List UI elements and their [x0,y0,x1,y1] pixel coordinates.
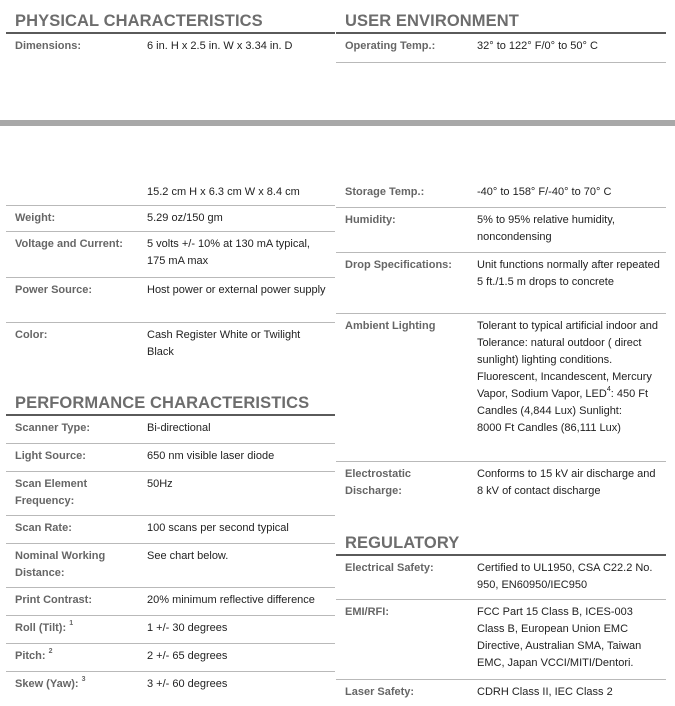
section-divider [0,120,675,126]
dimensions-in-value: 6 in. H x 2.5 in. W x 3.34 in. D [147,40,293,52]
perf-label [15,620,133,637]
voltage-label: Voltage and Current: [15,238,123,250]
laser-label: Laser Safety: [345,686,415,698]
perf-row [6,672,335,700]
physical-title: PHYSICAL CHARACTERISTICS [6,8,335,34]
environment-title: USER ENVIRONMENT [336,8,666,34]
ambient-value [477,318,660,437]
perf-label [15,648,133,665]
perf-value: Bi-directional [147,422,211,434]
storage-label: Storage Temp.: [345,186,425,198]
performance-title: PERFORMANCE CHARACTERISTICS [6,390,335,416]
humidity-label: Humidity: [345,214,396,226]
op-temp-value: 32° to 122° F/0° to 50° C [477,40,598,52]
color-value: Cash Register White or Twilight Black [147,329,301,358]
dimensions-cm-value: 15.2 cm H x 6.3 cm W x 8.4 cm [147,186,300,198]
color-label: Color: [15,329,48,341]
perf-row [6,416,335,444]
dimensions-label: Dimensions: [15,40,82,52]
footnote-mark: 4 [606,386,611,394]
perf-label: Nominal Working Distance: [15,550,106,579]
op-temp-row [336,34,666,63]
perf-row [6,644,335,672]
perf-row [6,616,335,644]
footnote-mark: 3 [81,676,86,684]
weight-label: Weight: [15,212,56,224]
perf-row [6,516,335,544]
perf-value: 20% minimum reflective difference [147,594,315,606]
perf-value: 100 scans per second typical [147,522,289,534]
dimensions-cm-row [6,180,335,206]
ambient-text-2: : 450 Ft Candles (4,844 Lux) Sunlight: [477,388,649,417]
emi-label: EMI/RFI: [345,606,389,618]
storage-value: -40° to 158° F/-40° to 70° C [477,186,612,198]
perf-value: See chart below. [147,550,229,562]
perf-label [15,676,133,693]
esd-label: Electrostatic Discharge: [345,468,412,497]
weight-value: 5.29 oz/150 gm [147,212,223,224]
power-label: Power Source: [15,284,93,296]
perf-label-text: Pitch: [15,650,46,662]
drop-row [336,253,666,314]
footnote-mark: 2 [48,648,53,656]
perf-label-text: Roll (Tilt): [15,622,67,634]
perf-row [6,544,335,588]
color-row [6,323,335,368]
laser-value: CDRH Class II, IEC Class 2 [477,686,613,698]
regulatory-title: REGULATORY [336,530,666,556]
perf-row [6,472,335,516]
electrical-value: Certified to UL1950, CSA C22.2 No. 950, EN60950/IEC950 [477,562,653,591]
laser-row [336,680,666,706]
storage-row [336,180,666,208]
perf-row [6,444,335,472]
humidity-value: 5% to 95% relative humidity, noncondensing [477,214,615,243]
perf-label-text: Skew (Yaw): [15,678,79,690]
power-row [6,278,335,323]
ambient-text-1: Tolerant to typical artificial indoor and Tolerance: natural outdoor ( direct sunlight) lighting conditions. Fluorescent, Incandescent, Mercury Vapor, Sodium Vapor, LED [477,320,658,400]
esd-value: Conforms to 15 kV air discharge and 8 kV of contact discharge [477,468,656,497]
perf-label: Light Source: [15,450,86,462]
perf-label: Scanner Type: [15,422,90,434]
esd-row [336,462,666,508]
drop-value: Unit functions normally after repeated 5 ft./1.5 m drops to concrete [477,259,660,288]
perf-value: 3 +/- 60 degrees [147,678,228,690]
electrical-row [336,556,666,600]
perf-row [6,588,335,616]
ambient-text-3: 8000 Ft Candles (86,111 Lux) [477,422,621,434]
perf-value: 1 +/- 30 degrees [147,622,228,634]
voltage-value: 5 volts +/- 10% at 130 mA typical, 175 mA max [147,238,310,267]
footnote-mark: 1 [69,620,74,628]
op-temp-label: Operating Temp.: [345,40,436,52]
power-value: Host power or external power supply [147,284,326,296]
ambient-label: Ambient Lighting [345,320,436,332]
perf-label: Print Contrast: [15,594,92,606]
electrical-label: Electrical Safety: [345,562,434,574]
perf-label: Scan Rate: [15,522,72,534]
perf-label: Scan Element Frequency: [15,478,88,507]
humidity-row [336,208,666,253]
emi-value: FCC Part 15 Class B, ICES-003 Class B, European Union EMC Directive, Australian SMA, Taiwan EMC, Japan VCCI/MITI/Dentori. [477,606,642,669]
ambient-row [336,314,666,462]
emi-row [336,600,666,680]
perf-value: 2 +/- 65 degrees [147,650,228,662]
perf-value: 650 nm visible laser diode [147,450,275,462]
voltage-row [6,232,335,278]
drop-label: Drop Specifications: [345,259,452,271]
weight-row [6,206,335,232]
perf-value: 50Hz [147,478,173,490]
dimensions-row [6,34,335,65]
